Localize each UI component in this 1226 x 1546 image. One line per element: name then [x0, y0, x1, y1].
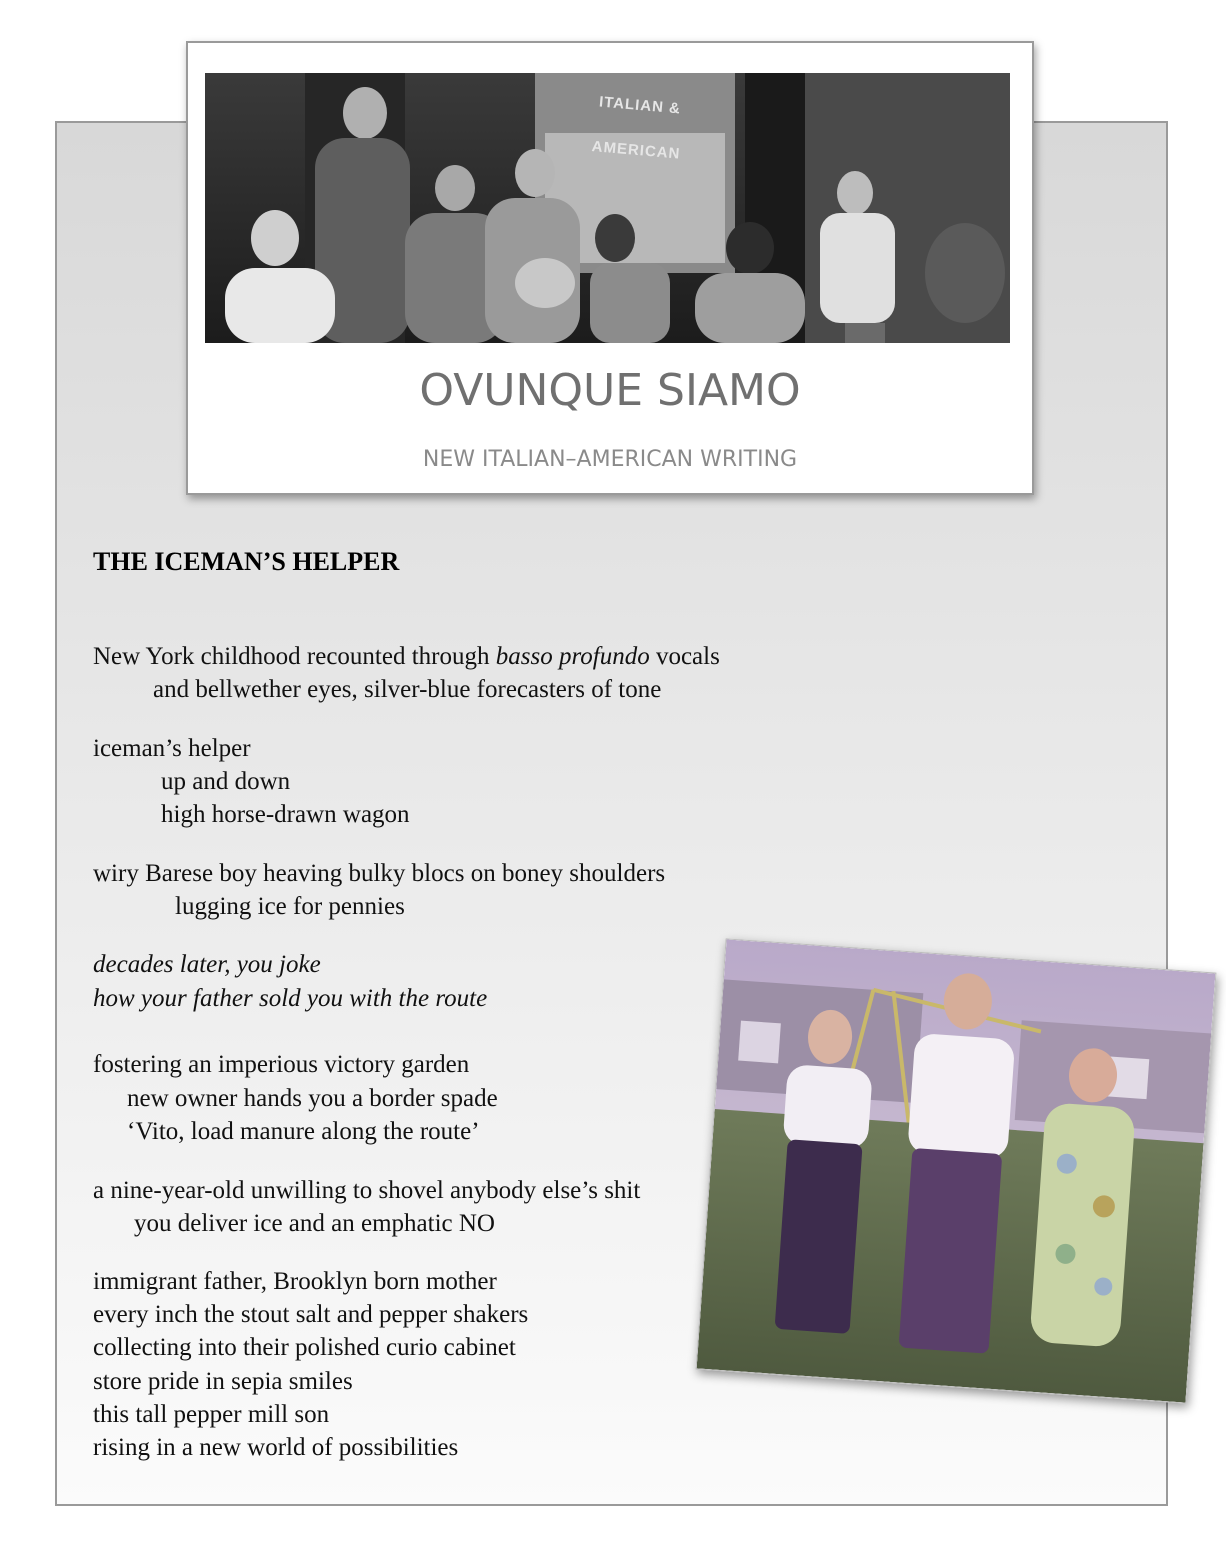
- poem-line: ‘Vito, load manure along the route’: [127, 1118, 480, 1145]
- poem-line: rising in a new world of possibilities: [93, 1434, 459, 1461]
- header-street-photo: [205, 73, 1010, 343]
- poem-line: high horse-drawn wagon: [161, 801, 410, 828]
- poem-line: up and down: [161, 768, 291, 795]
- family-photo: [696, 938, 1217, 1403]
- poem-line: and bellwether eyes, silver-blue forecasters of tone: [153, 676, 662, 703]
- poem-line-italic: how your father sold you with the route: [93, 985, 488, 1012]
- poem-line: iceman’s helper: [93, 735, 251, 762]
- poem-line-segment: vocals: [649, 643, 720, 670]
- poem-line-italic: basso profundo: [495, 643, 650, 670]
- site-title[interactable]: OVUNQUE SIAMO: [419, 365, 801, 416]
- poem-line: fostering an imperious victory garden: [93, 1051, 470, 1078]
- poem-line: this tall pepper mill son: [93, 1401, 330, 1428]
- header-card: [186, 41, 1034, 495]
- poem-line: store pride in sepia smiles: [93, 1368, 353, 1395]
- poem-line: lugging ice for pennies: [175, 893, 405, 920]
- poem-line-italic: decades later, you joke: [93, 951, 321, 978]
- poem-line: [93, 642, 720, 672]
- poem-title: THE ICEMAN’S HELPER: [93, 547, 400, 576]
- poem-line: you deliver ice and an emphatic NO: [134, 1210, 495, 1237]
- poem-line: wiry Barese boy heaving bulky blocs on boney shoulders: [93, 860, 666, 887]
- poem-line-segment: New York childhood recounted through: [93, 643, 496, 670]
- family-photo-graphic: [697, 939, 1216, 1402]
- site-subtitle: NEW ITALIAN–AMERICAN WRITING: [422, 447, 798, 472]
- poem-line: immigrant father, Brooklyn born mother: [93, 1268, 497, 1295]
- poem-line: collecting into their polished curio cabinet: [93, 1334, 516, 1361]
- poem-line: new owner hands you a border spade: [127, 1085, 498, 1112]
- poem-line: every inch the stout salt and pepper shakers: [93, 1301, 529, 1328]
- poem-line: a nine-year-old unwilling to shovel anybody else’s shit: [93, 1177, 641, 1204]
- store-sign: ITALIAN & AMERICAN: [591, 93, 682, 163]
